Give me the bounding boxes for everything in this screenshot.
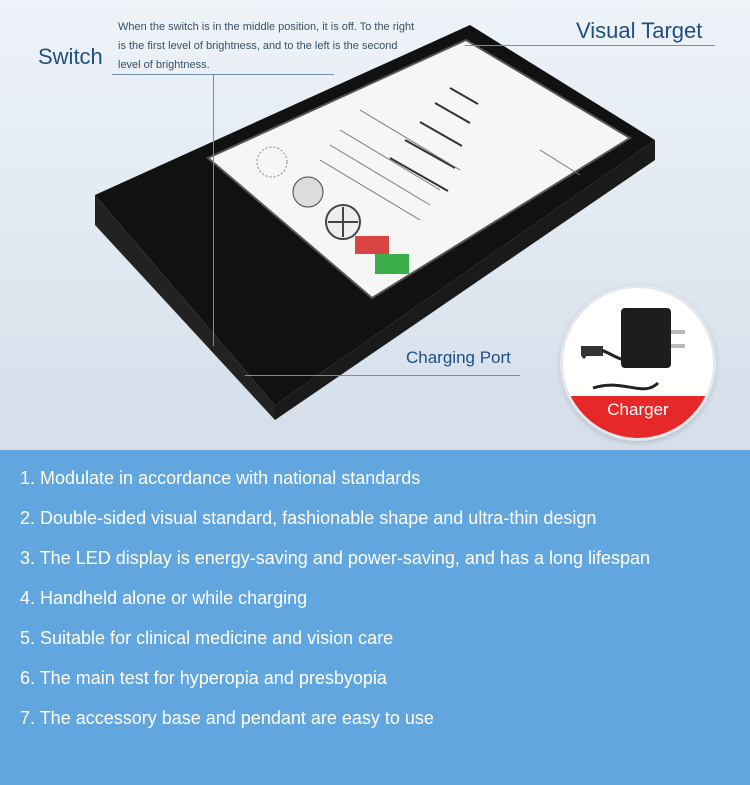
visual-target-leader-line [465,45,715,46]
charging-port-leader-line [245,375,520,376]
visual-target-callout-title: Visual Target [576,18,703,43]
feature-list [20,468,720,748]
list-item: 1. Modulate in accordance with national standards [20,468,421,488]
list-item: 7. The accessory base and pendant are easy to use [20,708,434,728]
switch-callout-title: Switch [38,44,103,69]
list-item: 3. The LED display is energy-saving and power-saving, and has a long lifespan [20,548,651,568]
switch-description: When the switch is in the middle position, it is off. To the right is the first level of brightness, and to the left is the second level of brightness. [118,21,415,71]
charging-port-label: Charging Port [406,348,511,367]
switch-leader-line [112,74,334,75]
list-item: 6. The main test for hyperopia and presbyopia [20,668,387,688]
list-item: 2. Double-sided visual standard, fashionable shape and ultra-thin design [20,508,597,528]
list-item: 4. Handheld alone or while charging [20,588,308,608]
charger-inset-image [560,285,716,441]
switch-pointer-line [213,74,214,346]
charger-label: Charger [607,400,669,419]
list-item: 5. Suitable for clinical medicine and vision care [20,628,394,648]
